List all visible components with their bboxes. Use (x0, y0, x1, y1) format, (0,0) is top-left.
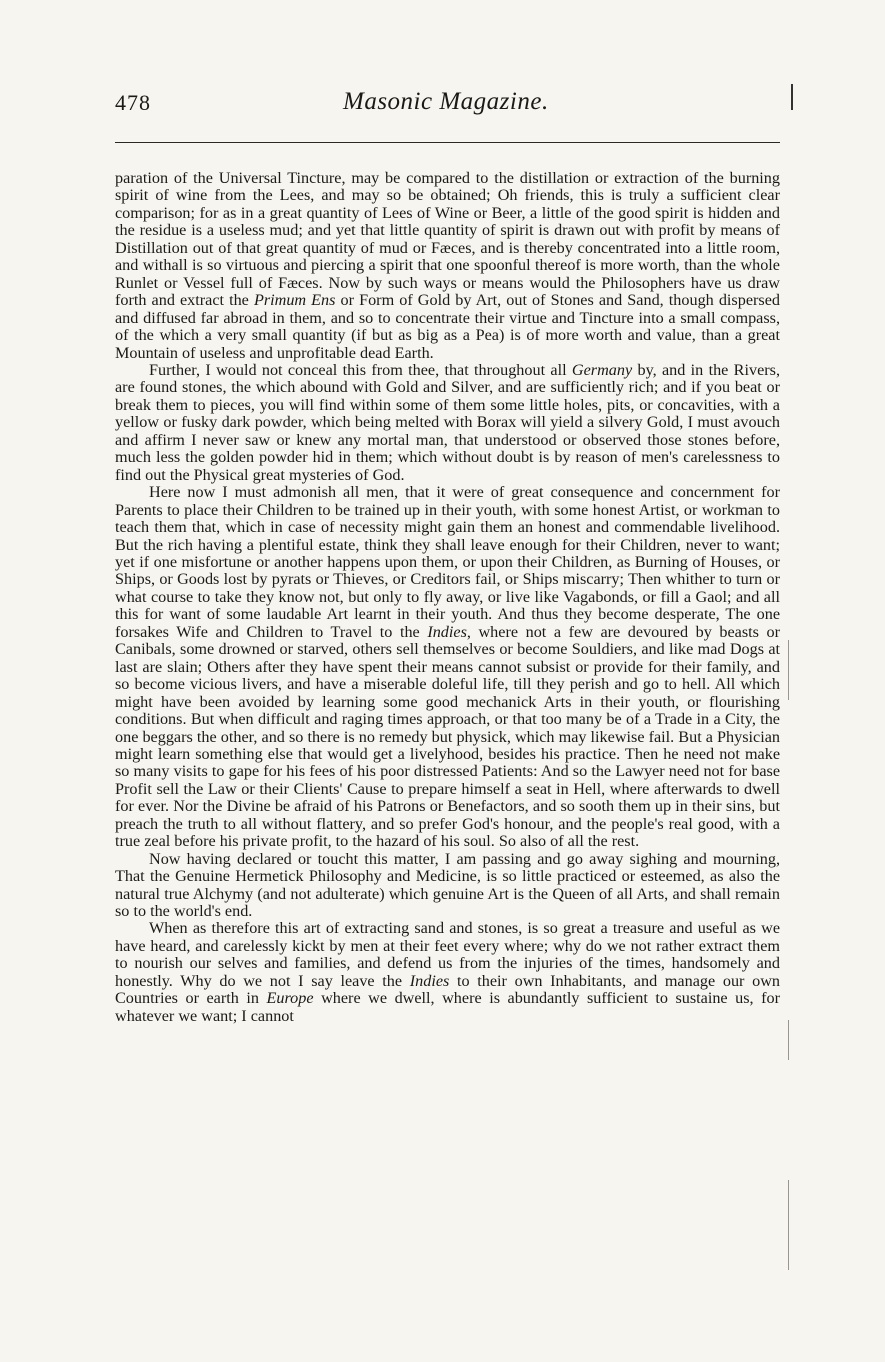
paragraph-text: paration of the Universal Tincture, may be compared to the distillation or extraction of the burning spirit of wine from the Lees, and may so be obtained; Oh friends, this is truly a sufficient clear comparison; for as in a great quantity of Lees of Wine or Beer, a little of the good spirit is hidden and the residue is a useless mud; and yet that little quantity of spirit is drawn out with profit by means of Distillation out of that great quantity of mud or Fæces, and is thereby concentrated into a little room, and withall is so virtuous and piercing a spirit that one spoonful thereof is more worth, than the whole Runlet or Vessel full of Fæces. Now by such ways or means would the Philosophers have us draw forth and extract the (115, 169, 780, 310)
italic-term: Indies (427, 622, 467, 641)
paragraph-2 (115, 362, 780, 484)
paragraph-text: by, and in the Rivers, are found stones, the which abound with Gold and Silver, and are sufficiently rich; and if you beat or break them to pieces, you will find within some of them some little holes, pits, or concavities, with a yellow or fusky dark powder, which being melted with Borax will yield a silvery Gold, I must avouch and affirm I never saw or knew any mortal man, that understood or observed those stones before, much less the golden powder hid in them; which without doubt is by reason of men's carelessness to find out the Physical great mysteries of God. (115, 360, 780, 484)
italic-term: Germany (571, 360, 633, 379)
paragraph-text: or Form of Gold by Art, out of Stones and Sand, though dispersed and diffused far abroad in them, and so to concentrate their virtue and Tincture into a small compass, of the which a very small quantity (if but as big as a Pea) is of more worth and value, than a great Mountain of useless and unprofitable dead Earth. (115, 291, 780, 362)
paragraph-text: Here now I must admonish all men, that it were of great consequence and concernment for Parents to place their Children to be trained up in their youth, with some honest Artist, or workman to teach them that, which in case of necessity might gain them an honest and commendable livelihood. But the rich having a plentiful estate, think they shall leave enough for their Children, never to want; yet if one misfortune or another happens upon them, or upon their Children, as Burning of Houses, or Ships, or Goods lost by pyrats or Thieves, or Creditors fail, or Ships miscarry; Then whither to turn or what course to take they know not, but only to fly away, or live like Vagabonds, or fill a Gaol; and all this for want of some laudable Art learnt in their youth. And thus they become desperate, The one forsakes Wife and Children to Travel to the (115, 483, 780, 641)
paragraph-text: to their own Inhabitants, and manage our own Countries or earth in (115, 971, 780, 1008)
paragraph-4 (115, 851, 780, 921)
paragraph-text: When as therefore this art of extracting sand and stones, is so great a treasure and useful as we have heard, and carelessly kickt by men at their feet every where; why do we not rather extract them to nourish our selves and families, and defend us from the injuries of the times, handsomely and honestly. Why do we not I say leave the (115, 919, 780, 990)
italic-term: Indies (409, 971, 450, 990)
running-title: Masonic Magazine. (343, 88, 549, 115)
italic-term: Primum Ens (253, 291, 336, 310)
paragraph-3 (115, 484, 780, 851)
italic-term: Europe (266, 989, 314, 1008)
margin-speck (788, 640, 789, 700)
margin-speck (788, 1020, 789, 1060)
paragraph-1 (115, 170, 780, 362)
paragraph-text: , where not a few are devoured by beasts or Canibals, some drowned or starved, others sell themselves or become Souldiers, and like mad Dogs at last are slain; Others after they have spent their means cannot subsist or provide for their family, and so become vicious livers, and have a miserable doleful life, till they perish and go to hell. All which might have been avoided by learning some good mechanick Arts in their youth, or flourishing conditions. But when difficult and raging times approach, or that too many be of a Trade in a City, the one beggars the other, and so there is no remedy but physick, which may likewise fail. But a Physician might learn something else that would get a livelyhood, besides his practice. Then he need not make so many visits to gape for his fees of his poor distressed Patients: And so the Lawyer need not for base Profit sell the Law or their Clients' Cause to prepare himself a seat in Hell, where afterwards to dwell for ever. Nor the Divine be afraid of his Patrons or Benefactors, and so sooth them up in their sins, but preach the truth to all without flattery, and so prefer God's honour, and the people's real good, with a true zeal before his private profit, to the hazard of his soul. So also of all the rest. (115, 622, 780, 851)
paragraph-text: Further, I would not conceal this from thee, that throughout all (149, 360, 572, 379)
paragraph-5 (115, 920, 780, 1025)
page-header (115, 84, 785, 124)
article-body (115, 170, 780, 1025)
paragraph-text: Now having declared or toucht this matter, I am passing and go away sighing and mourning, That the Genuine Hermetick Philosophy and Medicine, is so little practiced or esteemed, as also the natural true Alchymy (and not adulterate) which genuine Art is the Queen of all Arts, and shall remain so to the world's end. (115, 849, 780, 921)
header-rule (115, 142, 780, 143)
margin-mark (791, 84, 793, 110)
margin-speck (788, 1180, 789, 1270)
page-number: 478 (115, 90, 151, 115)
paragraph-text: where we dwell, where is abundantly sufficient to sustaine us, for whatever we want; I cannot (115, 989, 780, 1025)
